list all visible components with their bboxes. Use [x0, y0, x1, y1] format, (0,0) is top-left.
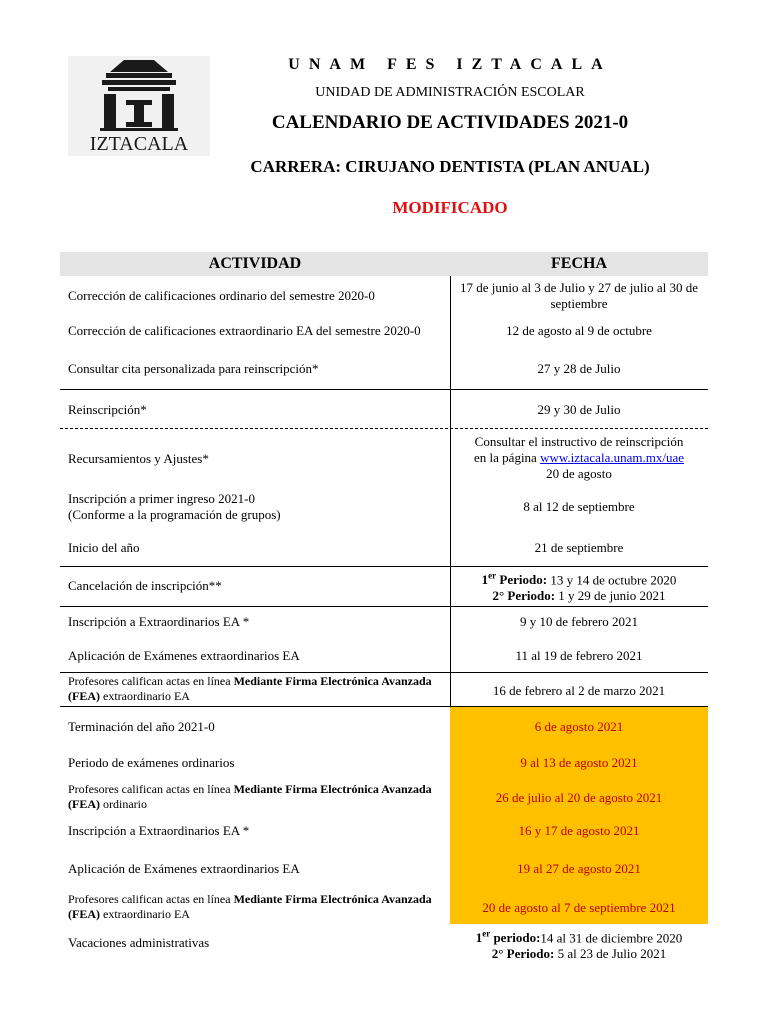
activity-cell: Vacaciones administrativas	[68, 935, 210, 950]
date-cell: 11 al 19 de febrero 2021	[515, 648, 643, 663]
activity-cell: Profesores califican actas en línea Mediante Firma Electrónica Avanzada (FEA) extraordinario EA	[68, 674, 432, 703]
row-divider	[60, 606, 708, 607]
activity-cell: Terminación del año 2021-0	[68, 719, 215, 734]
column-header-activity: ACTIVIDAD	[208, 255, 302, 272]
career-title: CARRERA: CIRUJANO DENTISTA (PLAN ANUAL)	[250, 157, 650, 176]
activity-cell: Aplicación de Exámenes extraordinarios EA	[68, 861, 300, 876]
row-divider	[60, 672, 708, 673]
date-cell: 9 al 13 de agosto 2021	[520, 755, 638, 770]
activity-cell: Inscripción a Extraordinarios EA *	[68, 823, 250, 838]
date-cell: 12 de agosto al 9 de octubre	[506, 323, 652, 338]
activity-cell: Corrección de calificaciones ordinario del semestre 2020-0	[68, 288, 375, 303]
date-cell: 6 de agosto 2021	[534, 719, 624, 734]
activity-cell: Reinscripción*	[68, 402, 147, 417]
row-divider	[60, 566, 708, 567]
instructions-text: Consultar el instructivo de reinscripción	[474, 434, 684, 449]
table-header	[60, 252, 708, 276]
period-1: 1er periodo:14 al 31 de diciembre 2020	[475, 928, 683, 946]
activity-cell: Corrección de calificaciones extraordinario EA del semestre 2020-0	[68, 323, 421, 338]
date-cell	[450, 432, 708, 484]
date-text: 20 de agosto	[546, 466, 612, 481]
period-2: 2° Periodo: 1 y 29 de junio 2021	[492, 588, 666, 604]
date-cell: 27 y 28 de Julio	[537, 361, 621, 376]
date-cell: 16 y 17 de agosto 2021	[518, 823, 640, 838]
date-cell: 9 y 10 de febrero 2021	[519, 614, 639, 629]
date-cell: 8 al 12 de septiembre	[523, 499, 635, 514]
column-header-date: FECHA	[551, 255, 607, 272]
date-cell	[450, 926, 708, 962]
row-divider	[60, 706, 708, 707]
activity-cell: Recursamientos y Ajustes*	[68, 451, 209, 466]
activity-cell	[68, 488, 440, 526]
institution-name: UNAM FES IZTACALA	[288, 56, 612, 73]
dashed-row-divider	[60, 428, 708, 429]
uae-website-link[interactable]: www.iztacala.unam.mx/uae	[540, 450, 684, 465]
activity-cell: Aplicación de Exámenes extraordinarios EA	[68, 648, 300, 663]
logo-text: IZTACALA	[89, 133, 189, 155]
date-cell: 16 de febrero al 2 de marzo 2021	[492, 683, 666, 698]
document-title: CALENDARIO DE ACTIVIDADES 2021-0	[271, 112, 629, 133]
date-cell: 29 y 30 de Julio	[537, 402, 621, 417]
activity-cell: Consultar cita personalizada para reinscripción*	[68, 361, 319, 376]
unit-name: UNIDAD DE ADMINISTRACIÓN ESCOLAR	[315, 85, 585, 100]
period-1: 1er Periodo: 13 y 14 de octubre 2020	[481, 570, 677, 588]
date-cell: 20 de agosto al 7 de septiembre 2021	[482, 900, 676, 915]
row-divider	[60, 389, 708, 390]
activity-cell: Periodo de exámenes ordinarios	[68, 755, 235, 770]
activity-cell: Cancelación de inscripción**	[68, 578, 222, 593]
activity-cell: Inscripción a Extraordinarios EA *	[68, 614, 250, 629]
period-2: 2° Periodo: 5 al 23 de Julio 2021	[491, 946, 667, 962]
date-cell: 19 al 27 de agosto 2021	[517, 861, 641, 876]
instructions-link-line	[474, 450, 684, 466]
activity-text: Inscripción a primer ingreso 2021-0	[68, 491, 256, 506]
activity-note: (Conforme a la programación de grupos)	[68, 507, 281, 522]
highlighted-dates-block	[450, 706, 708, 924]
date-cell	[450, 568, 708, 604]
date-cell: 21 de septiembre	[534, 540, 624, 555]
date-cell: 17 de junio al 3 de Julio y 27 de julio al 30 de septiembre	[460, 280, 698, 311]
modified-label: MODIFICADO	[392, 198, 508, 217]
link-prefix: en la página	[474, 450, 541, 465]
iztacala-logo	[68, 56, 210, 156]
activity-cell: Profesores califican actas en línea Mediante Firma Electrónica Avanzada (FEA) ordinario	[68, 782, 432, 811]
date-cell: 26 de julio al 20 de agosto 2021	[495, 790, 663, 805]
activity-cell: Inicio del año	[68, 540, 140, 555]
activity-cell: Profesores califican actas en línea Mediante Firma Electrónica Avanzada (FEA) extraordinario EA	[68, 892, 432, 921]
